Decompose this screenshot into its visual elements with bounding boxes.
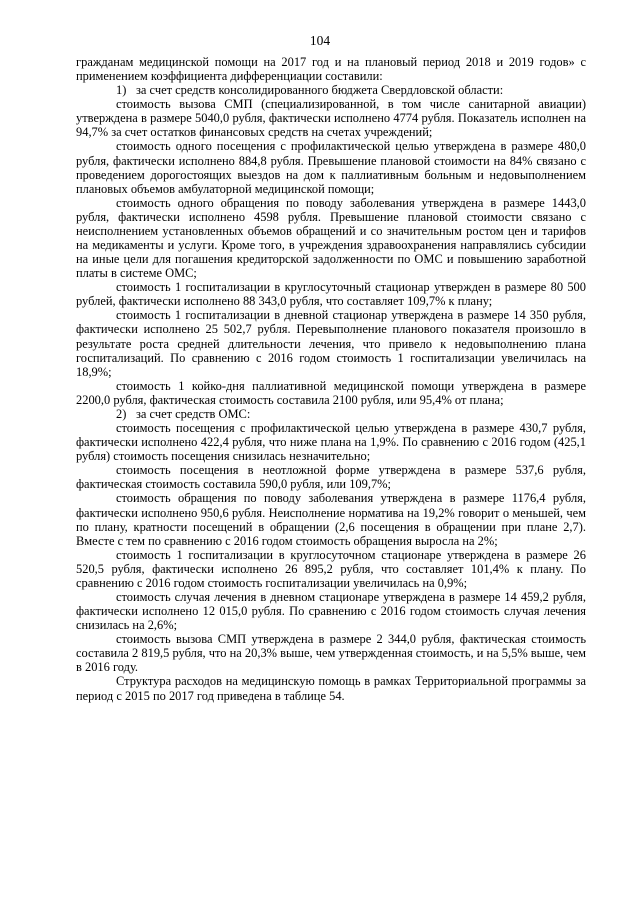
paragraph-disease-appeal: стоимость одного обращения по поводу заболевания утверждена в размере 1443,0 рубля, фактически исполнено 4598 рубля. Превышение плановой стоимости связано с неисполнением установленных объемов обращений и со значительным ростом цен и тарифов на медикаменты и услуги. Кроме того, в учреждения здравоохранения направлялись субсидии на иные цели для погашения кредиторской задолженности по ОМС и повышению заработной платы в системе ОМС; xyxy=(76,195,586,281)
list-item-consolidated-budget xyxy=(76,83,586,97)
list-marker: 1) xyxy=(116,83,127,98)
paragraph-oms-disease-appeal: стоимость обращения по поводу заболевания утверждена в размере 1176,4 рубля, фактически исполнено 950,6 рубля. Неисполнение норматива на 19,2% говорит о меньшей, чем по плану, кратности посещений в обращении (2,6 посещения в обращении при плане 2,7). Вместе с тем по сравнению с 2016 годом стоимость обращения выросла на 2%; xyxy=(76,491,586,548)
paragraph-palliative-bed-day: стоимость 1 койко-дня паллиативной медицинской помощи утверждена в размере 2200,0 рубля, фактическая стоимость составила 2100 рубля, или 95,4% от плана; xyxy=(76,378,586,407)
paragraph-prophylactic-visit: стоимость одного посещения с профилактической целью утверждена в размере 480,0 рубля, фактически исполнено 884,8 рубля. Превышение плановой стоимости на 84% связано с проведением дорогостоящих выездов на дом к паллиативным больным и недовыполнением плановых объемов амбулаторной медицинской помощи; xyxy=(76,139,586,196)
paragraph-smp-specialized: стоимость вызова СМП (специализированной, в том числе санитарной авиации) утверждена в размере 5040,0 рубля, фактически исполнено 4774 рубля. Показатель исполнен на 94,7% за счет остатков финансовых средств на счетах учреждений; xyxy=(76,97,586,140)
paragraph-oms-urgent-visit: стоимость посещения в неотложной форме утверждена в размере 537,6 рубля, фактическая стоимость составила 590,0 рубля, или 109,7%; xyxy=(76,463,586,492)
list-item-text: за счет средств ОМС: xyxy=(136,406,251,421)
paragraph-oms-prophylactic-visit: стоимость посещения с профилактической целью утверждена в размере 430,7 рубля, фактически исполнено 422,4 рубля, что ниже плана на 1,9%. По сравнению с 2016 годом (425,1 рубля) стоимость посещения снизилась незначительно; xyxy=(76,421,586,464)
paragraph-oms-smp-call: стоимость вызова СМП утверждена в размере 2 344,0 рубля, фактическая стоимость составила 2 819,5 рубля, что на 20,3% выше, чем утвержденная стоимость, и на 5,5% выше, чем в 2016 году. xyxy=(76,632,586,675)
list-marker: 2) xyxy=(116,406,127,421)
document-body xyxy=(76,55,586,703)
paragraph-intro: гражданам медицинской помощи на 2017 год и на плановый период 2018 и 2019 годов» с применением коэффициента дифференциации составили: xyxy=(76,55,586,84)
list-item-oms-funds xyxy=(76,407,586,421)
paragraph-oms-day-hospital: стоимость случая лечения в дневном стационаре утверждена в размере 14 459,2 рубля, фактически исполнено 12 015,0 рубля. По сравнению с 2016 годом стоимость случая лечения снизилась на 2,6%; xyxy=(76,589,586,633)
paragraph-day-hospital: стоимость 1 госпитализации в дневной стационар утверждена в размере 14 350 рубля, фактически исполнено 25 502,7 рубля. Перевыполнение планового показателя произошло в результате роста средней длительности лечения, что привело к недовыполнению плана госпитализаций. По сравнению с 2016 годом стоимость 1 госпитализации увеличилась на 18,9%; xyxy=(76,308,586,379)
list-item-text: за счет средств консолидированного бюджета Свердловской области: xyxy=(136,83,504,98)
paragraph-oms-round-clock-hospital: стоимость 1 госпитализации в круглосуточном стационаре утверждена в размере 26 520,5 рубля, фактически исполнено 26 895,2 рубля, что составляет 101,4% к плану. По сравнению с 2016 годом стоимость госпитализации увеличилась на 0,9%; xyxy=(76,547,586,590)
paragraph-round-clock-hospital: стоимость 1 госпитализации в круглосуточный стационар утвержден в размере 80 500 рублей, фактически исполнено 88 343,0 рубля, что составляет 109,7% к плану; xyxy=(76,280,586,309)
paragraph-expense-structure: Структура расходов на медицинскую помощь в рамках Территориальной программы за период с 2015 по 2017 год приведена в таблице 54. xyxy=(76,674,586,703)
page-number: 104 xyxy=(309,33,331,48)
